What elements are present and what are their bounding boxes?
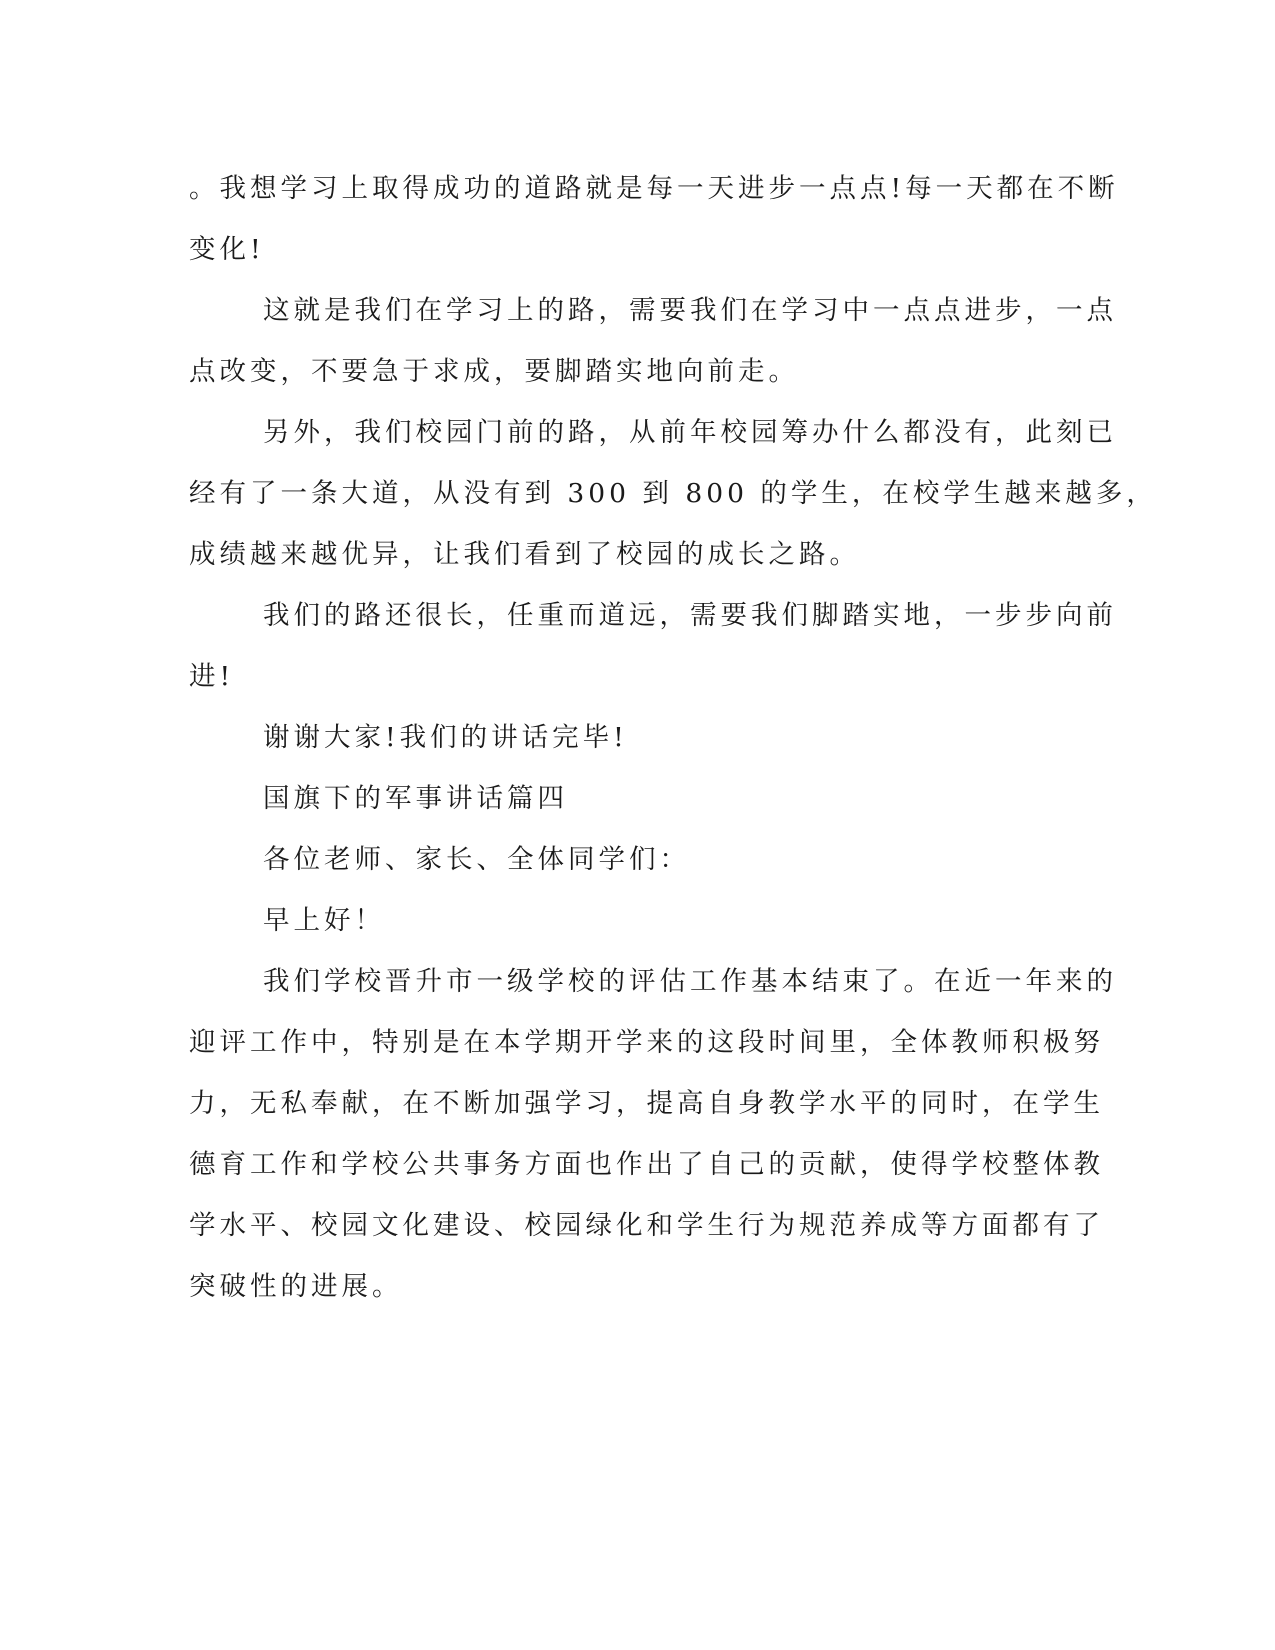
closing-line: 谢谢大家!我们的讲话完毕! — [263, 722, 628, 753]
salutation: 各位老师、家长、全体同学们： — [263, 844, 690, 875]
text-line: 突破性的进展。 — [189, 1271, 403, 1302]
paragraph-start-line: 这就是我们在学习上的路，需要我们在学习中一点点进步，一点 — [263, 295, 1117, 326]
text-line: 进! — [189, 661, 235, 692]
section-title: 国旗下的军事讲话篇四 — [263, 783, 568, 814]
paragraph-start-line: 我们学校晋升市一级学校的评估工作基本结束了。在近一年来的 — [263, 966, 1117, 997]
text-line: 成绩越来越优异，让我们看到了校园的成长之路。 — [189, 539, 860, 570]
document-body — [189, 158, 1157, 1317]
text-line: 点改变，不要急于求成，要脚踏实地向前走。 — [189, 356, 799, 387]
paragraph-start-line: 我们的路还很长，任重而道远，需要我们脚踏实地，一步步向前 — [263, 600, 1117, 631]
text-line: 学水平、校园文化建设、校园绿化和学生行为规范养成等方面都有了 — [189, 1210, 1104, 1241]
text-line: 德育工作和学校公共事务方面也作出了自己的贡献，使得学校整体教 — [189, 1149, 1104, 1180]
text-line: 。我想学习上取得成功的道路就是每一天进步一点点!每一天都在不断 — [189, 173, 1119, 204]
greeting: 早上好！ — [263, 905, 385, 936]
text-line: 迎评工作中，特别是在本学期开学来的这段时间里，全体教师积极努 — [189, 1027, 1104, 1058]
text-line: 经有了一条大道，从没有到 300 到 800 的学生，在校学生越来越多， — [189, 478, 1157, 509]
paragraph-start-line: 另外，我们校园门前的路，从前年校园筹办什么都没有，此刻已 — [263, 417, 1117, 448]
text-line: 变化! — [189, 234, 265, 265]
text-line: 力，无私奉献，在不断加强学习，提高自身教学水平的同时，在学生 — [189, 1088, 1104, 1119]
